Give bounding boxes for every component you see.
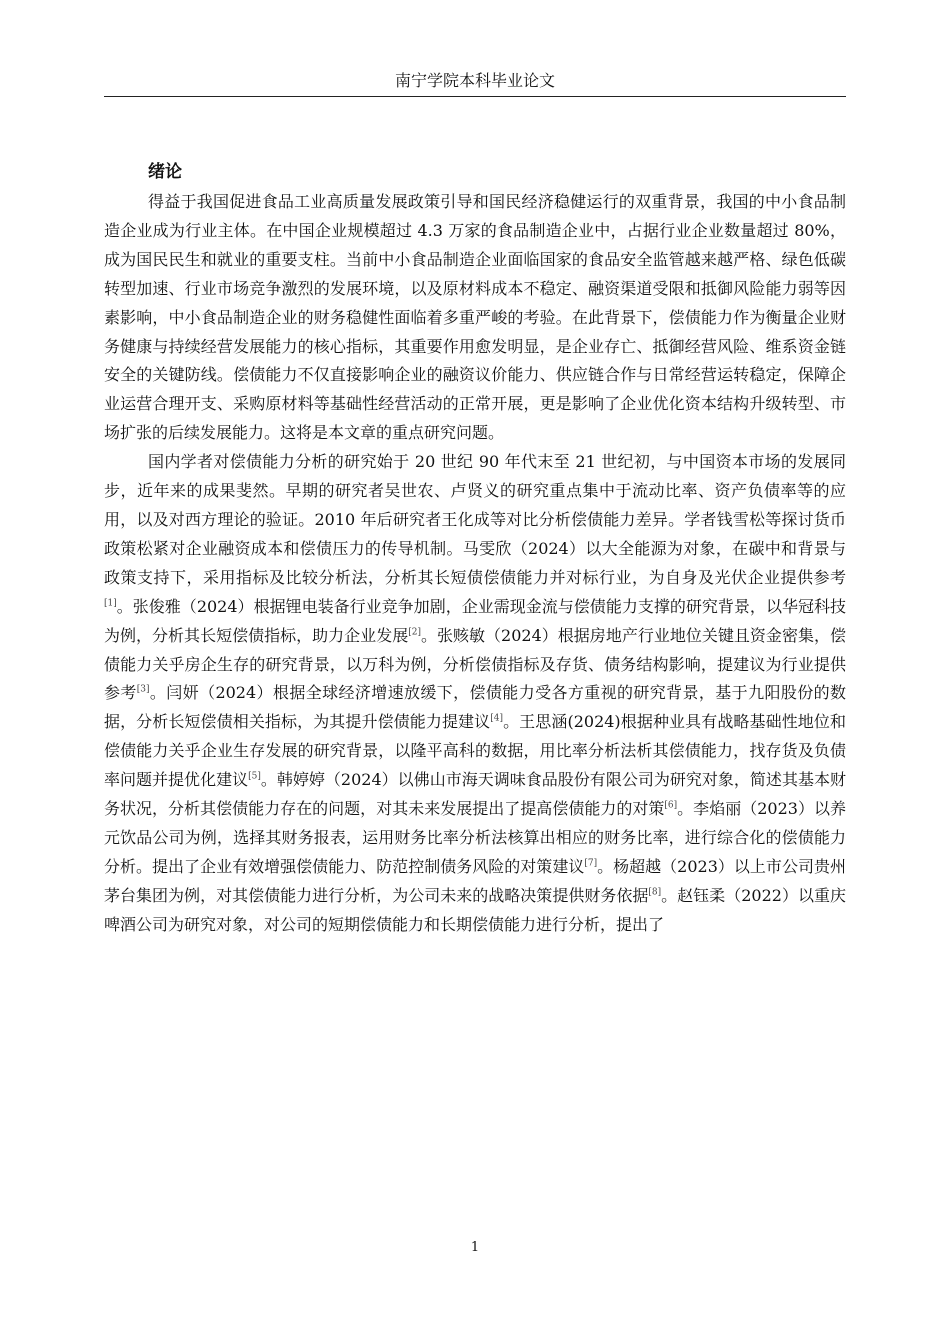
section-heading: 绪论 bbox=[148, 162, 182, 182]
running-header: 南宁学院本科毕业论文 bbox=[394, 71, 555, 90]
paragraph-text: 。赵钰柔（2022）以重庆啤酒公司为研究对象，对公司的短期偿债能力和长期偿债能力进行分析，提出了 bbox=[104, 885, 846, 934]
header-rule bbox=[104, 96, 846, 97]
body-content bbox=[104, 158, 846, 940]
paragraph-1 bbox=[104, 188, 846, 448]
citation-mark: [7] bbox=[584, 858, 598, 869]
paragraph-text: 。张俊雅（2024）根据锂电装备行业竞争加剧，企业需现金流与偿债能力支撑的研究背景，以华冠科技为例，分析其长短偿债指标，助力企业发展 bbox=[104, 596, 846, 645]
citation-mark: [8] bbox=[648, 887, 662, 898]
page-number: 1 bbox=[470, 1240, 480, 1255]
citation-mark: [1] bbox=[104, 598, 117, 609]
paragraph-text: 。张赅敏（2024）根据房地产行业地位关键且资金密集，偿债能力关乎房企生存的研究背景，以万科为例，分析偿债指标及存货、债务结构影响，提建议为行业提供参考 bbox=[104, 625, 846, 703]
paragraph-text: 。杨超越（2023）以上市公司贵州茅台集团为例，对其偿债能力进行分析，为公司未来的战略决策提供财务依据 bbox=[104, 856, 846, 905]
paragraph-text: 国内学者对偿债能力分析的研究始于 20 世纪 90 年代末至 21 世纪初，与中国资本市场的发展同步，近年来的成果斐然。早期的研究者吴世农、卢贤义的研究重点集中于流动比率、资产负债率等的应用，以及对西方理论的验证。2010 年后研究者王化成等对比分析偿债能力差异。学者钱雪松等探讨货币政策松紧对企业融资成本和偿债压力的传导机制。马雯欣（2024）以大全能源为对象，在碳中和背景与政策支持下，采用指标及比较分析法，分析其长短债偿债能力并对标行业，为自身及光伏企业提供参考 bbox=[104, 452, 846, 587]
citation-mark: [3] bbox=[136, 685, 150, 696]
citation-mark: [4] bbox=[490, 713, 503, 724]
paragraph-text: 得益于我国促进食品工业高质量发展政策引导和国民经济稳健运行的双重背景，我国的中小食品制造企业成为行业主体。在中国企业规模超过 4.3 万家的食品制造企业中，占据行业企业数量超过 80%，成为国民民生和就业的重要支柱。当前中小食品制造企业面临国家的食品安全监管越来越严格、绿色低碳转型加速、行业市场竞争激烈的发展环境，以及原材料成本不稳定、融资渠道受限和抵御风险能力弱等因素影响，中小食品制造企业的财务稳健性面临着多重严峻的考验。在此背景下，偿债能力作为衡量企业财务健康与持续经营发展能力的核心指标，其重要作用愈发明显，是企业存亡、抵御经营风险、维系资金链安全的关键防线。偿债能力不仅直接影响企业的融资议价能力、供应链合作与日常经营运转稳定，保障企业运营合理开支、采购原材料等基础性经营活动的正常开展，更是影响了企业优化资本结构升级转型、市场扩张的后续发展能力。这将是本文章的重点研究问题。 bbox=[104, 192, 846, 443]
citation-mark: [5] bbox=[248, 771, 261, 782]
citation-mark: [2] bbox=[408, 627, 421, 638]
paragraph-text: 。韩婷婷（2024）以佛山市海天调味食品股份有限公司为研究对象，简述其基本财务状况，分析其偿债能力存在的问题，对其未来发展提出了提高偿债能力的对策 bbox=[104, 770, 846, 819]
paragraph-text: 。李焰丽（2023）以养元饮品公司为例，选择其财务报表，运用财务比率分析法核算出相应的财务比率，进行综合化的偿债能力分析。提出了企业有效增强偿债能力、防范控制债务风险的对策建议 bbox=[104, 799, 846, 876]
paragraph-text: 。王思涵(2024)根据种业具有战略基础性地位和偿债能力关乎企业生存发展的研究背景，以隆平高科的数据，用比率分析法析其偿债能力，找存货及负债率问题并提优化建议 bbox=[104, 712, 846, 790]
citation-mark: [6] bbox=[664, 800, 678, 811]
paragraph-text: 。闫妍（2024）根据全球经济增速放缓下，偿债能力受各方重视的研究背景，基于九阳股份的数据，分析长短偿债相关指标，为其提升偿债能力提建议 bbox=[104, 683, 846, 732]
paragraph-2 bbox=[104, 448, 846, 939]
